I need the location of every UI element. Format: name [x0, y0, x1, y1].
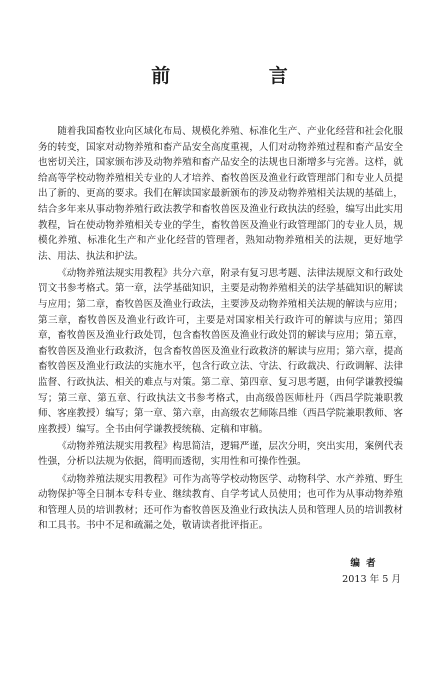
paragraph-intro: 随着我国畜牧业向区域化布局、规模化养殖、标准化生产、产业化经营和社会化服务的转变，国家对动物养殖和畜产品安全高度重视，人们对动物养殖过程和畜产品安全也密切关注，国家颁布涉及动物养殖和畜产品安全的法规也日渐增多与完善。这样，就给高等学校动物养殖相关专业的人才培养、畜牧兽医及渔业行政管理部门和专业人员提出了新的、更高的要求。我们在解读国家最新颁布的涉及动物养殖相关法规的基础上，结合多年来从事动物养殖行政法教学和畜牧兽医及渔业行政执法的经验，编写出此实用教程，旨在使动物养殖相关专业的学生，畜牧兽医及渔业行政管理部门的专业人员，规模化养殖、标准化生产和产业化经营的管理者，熟知动物养殖相关的法规，更好地学法、用法、执法和护法。	[38, 126, 403, 262]
signature-author: 编者	[350, 558, 382, 569]
paragraph-contents: 《动物养殖法规实用教程》共分六章，附录有复习思考题、法律法规原文和行政处罚文书参考格式。第一章，法学基础知识，主要是动物养殖相关的法学基础知识的解读与应用；第二章，畜牧兽医及渔业行政法，主要涉及动物养殖相关法规的解读与应用；第三章，畜牧兽医及渔业行政许可，主要是对国家相关行政许可的解读与应用；第四章，畜牧兽医及渔业行政处罚，包含畜牧兽医及渔业行政处罚的解读与应用；第五章，畜牧兽医及渔业行政救济，包含畜牧兽医及渔业行政救济的解读与应用；第六章，提高畜牧兽医及渔业行政法的实施水平，包含行政立法、守法、行政裁决、行政调解、法律监督、行政执法、相关的难点与对策。第二章、第四章、复习思考题，由何学谦教授编写；第三章、第五章、行政执法文书参考格式，由高级兽医师杜丹（西昌学院兼职教师、客座教授）编写；第一章、第六章，由高级农艺师陈昌维（西昌学院兼职教师、客座教授）编写。全书由何学谦教授统稿、定稿和审稿。	[38, 267, 403, 435]
signature-date: 2013 年 5 月	[342, 574, 401, 585]
paragraph-features: 《动物养殖法规实用教程》构思简洁，逻辑严谨，层次分明，突出实用，案例代表性强，分析以法规为依据，简明而透彻，实用性和可操作性强。	[38, 440, 403, 468]
signature-block	[300, 556, 404, 588]
paragraph-audience: 《动物养殖法规实用教程》可作为高等学校动物医学、动物科学、水产养殖、野生动物保护等全日制本专科专业、继续教育、自学考试人员使用；也可作为从事动物养殖和管理人员的培训教材；还可作为畜牧兽医及渔业行政执法人员和管理人员的培训教材和工具书。书中不足和疏漏之处，敬请读者批评指正。	[38, 473, 403, 532]
preface-body	[38, 124, 403, 535]
page-title: 前 言	[151, 65, 334, 87]
